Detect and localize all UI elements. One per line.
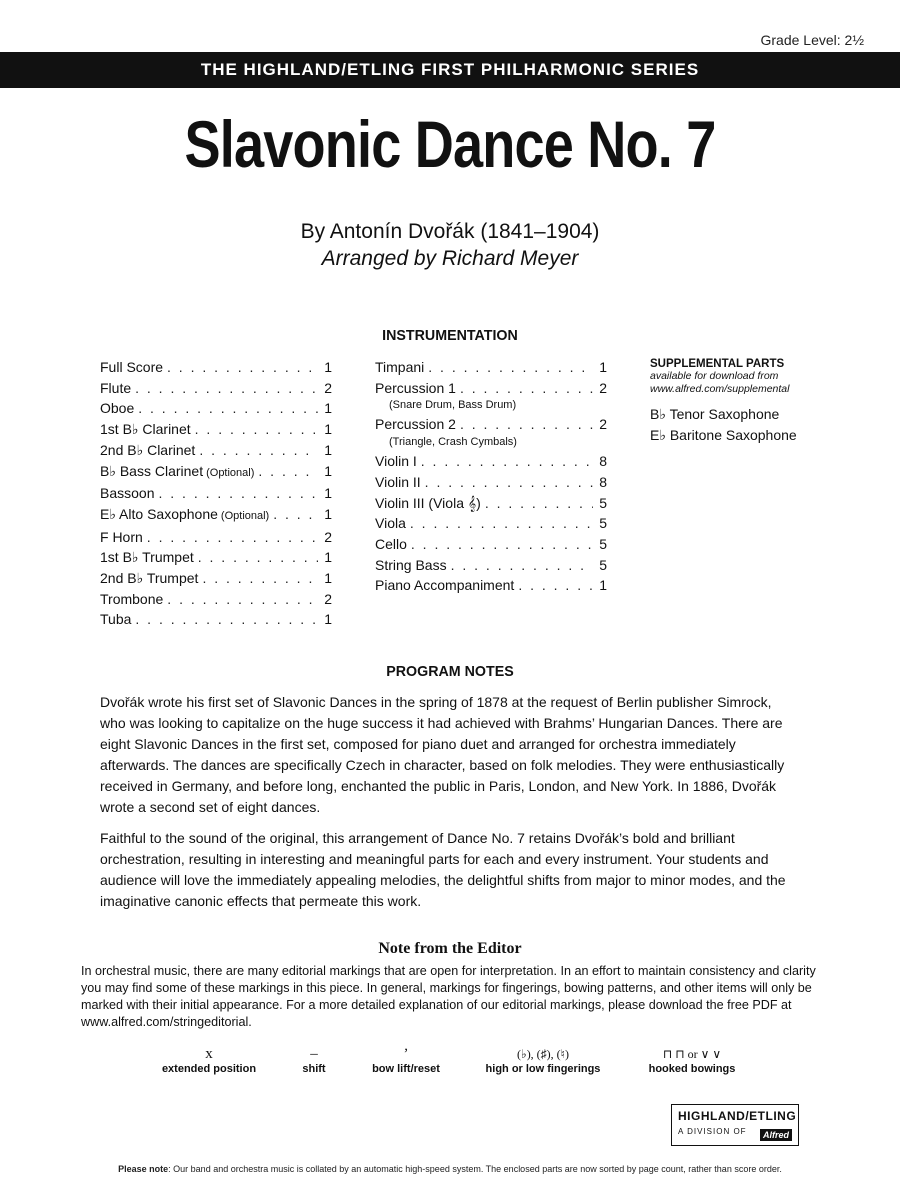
instrument-name: Viola [375,515,406,532]
instrument-row [100,483,332,504]
leader-dots [518,575,593,596]
supplemental-parts [650,358,870,446]
logo-line-1: HIGHLAND/ETLING [678,1109,797,1123]
footer-label: Please note [118,1164,169,1174]
footer-text: : Our band and orchestra music is collated by an automatic high-speed system. The enclosed parts are now sorted by page count, rather than score order. [168,1164,782,1174]
leader-dots [135,378,318,399]
marking-label: bow lift/reset [372,1063,440,1075]
marking-symbol: x [205,1046,213,1062]
instrument-subnote: (Snare Drum, Bass Drum) [389,399,517,412]
instrument-name: 1st B♭ Clarinet [100,421,191,438]
leader-dots [198,547,318,568]
instrument-count: 2 [324,379,332,396]
leader-dots [421,451,593,472]
instrument-count: 8 [599,473,607,490]
instrument-name: Tuba [100,611,132,628]
instrument-row [100,568,332,589]
instrument-count: 1 [324,400,332,417]
instrument-count: 1 [324,441,332,458]
instrument-row [375,357,607,378]
instrument-name: Violin I [375,453,417,470]
marking-bow-lift [326,1045,486,1075]
instrument-count: 1 [324,549,332,566]
program-notes-paragraph: Faithful to the sound of the original, this arrangement of Dance No. 7 retains Dvořák’s bold and brilliant orchestration, resulting in interesting and meaningful parts for each and every instrument. Your students and audience will love the immediately appealing melodies, the delightful shifts from major to minor modes, and the imaginative canonic effects that permeate this work. [100,830,786,909]
instrument-count: 5 [599,535,607,552]
supplemental-url: www.alfred.com/supplemental [650,383,790,395]
leader-dots [460,414,593,435]
leader-dots [258,461,318,482]
instrument-count: 1 [324,570,332,587]
instrument-row [375,575,607,596]
leader-dots [428,357,593,378]
instrument-row [100,440,332,461]
instrument-row [375,534,607,555]
editor-note-title: Note from the Editor [378,940,522,957]
instrument-row [100,378,332,399]
instrument-name: Violin II [375,473,421,490]
instrumentation-column-1 [100,357,332,630]
instrument-row [100,419,332,440]
instrument-row [100,609,332,630]
instrument-name: F Horn [100,528,143,545]
marking-symbol: (♭), (♯), (♮) [517,1047,569,1061]
marking-label: shift [302,1063,326,1075]
instrument-row [100,589,332,610]
instrument-optional: (Optional) [220,509,270,522]
instrument-name: Percussion 1 [375,379,456,396]
leader-dots [167,357,318,378]
leader-dots [167,589,318,610]
instrument-row [100,398,332,419]
instrument-count: 5 [599,515,607,532]
instrument-row [375,472,607,493]
instrument-name: Piano Accompaniment [375,577,515,594]
instrument-name: Oboe [100,400,135,417]
instrument-name: 2nd B♭ Clarinet [100,441,196,458]
instrument-name: Bassoon [100,485,155,502]
composer-line: By Antonín Dvořák (1841–1904) [300,220,600,243]
page-title: Slavonic Dance No. 7 [184,107,716,181]
instrument-row [100,504,332,527]
marking-label: hooked bowings [648,1063,736,1075]
instrument-name: Cello [375,535,407,552]
leader-dots [158,483,318,504]
leader-dots [202,568,318,589]
leader-dots [425,472,593,493]
instrument-row [375,513,607,534]
instrument-row [375,414,607,435]
supplemental-title: SUPPLEMENTAL PARTS [650,358,785,370]
instrument-optional: (Optional) [206,466,255,479]
series-title: THE HIGHLAND/ETLING FIRST PHILHARMONIC SERIES [200,60,700,79]
editor-note-body: In orchestral music, there are many editorial markings that are open for interpretation. In an effort to maintain consistency and clarity you may find some of these markings in this piece. In general, markings for fingerings, bowing patterns, and other items will only be marked with their initial appearance. For a more detailed explanation of our editorial markings, please download the free PDF at www.alfred.com/stringeditorial. [81,964,816,1029]
instrument-count: 1 [324,421,332,438]
leader-dots [147,527,318,548]
marking-fingerings [463,1045,623,1075]
logo-line-2: A DIVISION OF [678,1127,747,1136]
leader-dots [451,555,593,576]
supplemental-note: available for download from [650,370,779,382]
program-notes-paragraph: Dvořák wrote his first set of Slavonic Dances in the spring of 1878 at the request of Berlin publisher Simrock, who was looking to capitalize on the huge success it had achieved with Brahms’ Hungarian Dances. There are eight Slavonic Dances in the first set, composed for piano duet and arranged for orchestra immediately afterwards. The dances are specifically Czech in character, based on folk melodies. They were enthusiastically received in Germany, and before long, enchanted the public in Paris, London, and New York. In 1886, Dvořák wrote a second set of eight dances. [100,694,785,815]
instrumentation-column-2 [375,357,607,596]
instrument-name: E♭ Alto Saxophone [100,505,218,522]
grade-level: Grade Level: 2½ [760,32,864,48]
instrument-row [100,461,332,484]
marking-label: high or low fingerings [485,1063,601,1075]
leader-dots [195,419,318,440]
instrument-count: 8 [599,453,607,470]
instrument-subnote: (Triangle, Crash Cymbals) [389,436,517,449]
instrument-name: Flute [100,379,132,396]
instrument-name: Timpani [375,359,425,375]
leader-dots [410,513,593,534]
supplemental-item: B♭ Tenor Saxophone [650,406,780,422]
footer-note [0,1164,900,1174]
instrument-name: Violin III (Viola 𝄞) [375,494,481,511]
instrument-count: 1 [324,611,332,628]
logo-line-3: Alfred [760,1129,792,1141]
instrument-count: 2 [599,416,607,433]
instrument-count: 5 [599,556,607,573]
program-notes [100,692,800,922]
instrument-name: String Bass [375,556,447,573]
leader-dots [135,609,318,630]
instrument-count: 1 [324,462,332,479]
instrument-count: 1 [324,359,332,375]
program-notes-heading: PROGRAM NOTES [386,663,514,680]
instrument-name: B♭ Bass Clarinet [100,462,204,479]
leader-dots [273,504,318,525]
series-banner [0,52,900,88]
leader-dots [199,440,318,461]
instrument-count: 1 [324,485,332,502]
leader-dots [411,534,593,555]
instrument-row [375,493,607,514]
instrument-name: Trombone [100,590,164,607]
instrument-count: 2 [324,528,332,545]
instrument-row [375,378,607,399]
marking-label: extended position [161,1063,257,1075]
instrument-name: Percussion 2 [375,416,456,433]
instrument-count: 2 [324,590,332,607]
leader-dots [138,398,318,419]
instrument-row [375,451,607,472]
instrument-count: 1 [599,359,607,375]
arranger-line: Arranged by Richard Meyer [321,247,579,270]
editorial-markings [0,1045,900,1079]
instrument-count: 1 [324,505,332,522]
instrument-name: 1st B♭ Trumpet [100,549,194,566]
instrument-count: 2 [599,379,607,396]
instrument-row [100,357,332,378]
instrument-row [100,547,332,568]
marking-symbol: ⊓ ⊓ or ∨ ∨ [662,1047,722,1061]
marking-symbol: – [310,1046,318,1062]
publisher-logo [671,1104,799,1146]
instrument-row [375,555,607,576]
instrument-name: 2nd B♭ Trumpet [100,570,199,587]
supplemental-item: E♭ Baritone Saxophone [650,427,797,443]
leader-dots [485,493,593,514]
leader-dots [460,378,593,399]
instrument-count: 5 [599,494,607,511]
marking-symbol: ’ [403,1046,409,1062]
instrument-name: Full Score [100,359,164,375]
marking-hooked-bowings [612,1045,772,1075]
instrumentation-heading: INSTRUMENTATION [382,327,518,344]
instrument-count: 1 [599,577,607,594]
instrument-row [100,527,332,548]
